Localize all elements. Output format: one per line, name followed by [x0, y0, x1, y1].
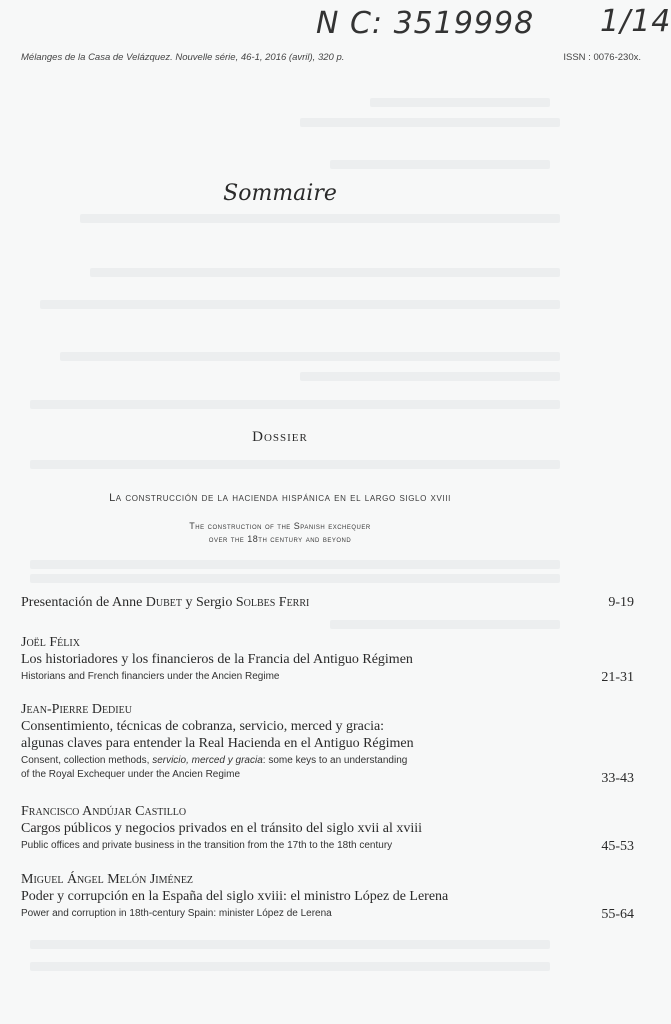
entry-author: Jean-Pierre Dedieu [21, 702, 132, 717]
page-title: Sommaire [223, 181, 337, 206]
entry-title-english-italic: servicio, merced y gracia [152, 755, 263, 766]
presentation-name-2: Solbes Ferri [235, 595, 310, 610]
page-range: 9-19 [608, 595, 634, 610]
section-subtitle: La construcción de la hacienda hispánica en el largo siglo xviii [109, 492, 451, 504]
entry-title-english-line2: of the Royal Exchequer under the Ancien Regime [21, 769, 241, 780]
entry-title-spanish-line1: Consentimiento, técnicas de cobranza, servicio, merced y gracia: [21, 719, 385, 734]
section-heading: Dossier [252, 429, 308, 445]
entry-author: Francisco Andújar Castillo [21, 804, 187, 819]
presentation-and: y Sergio [182, 595, 236, 610]
page-range: 55-64 [601, 907, 634, 922]
entry-title-spanish: Los historiadores y los financieros de la Francia del Antiguo Régimen [21, 652, 413, 667]
page-range: 45-53 [601, 839, 634, 854]
journal-header [21, 52, 641, 63]
entry-title-english: Historians and French financiers under the Ancien Regime [21, 671, 280, 682]
entry-title-english: Power and corruption in 18th-century Spain: minister López de Lerena [21, 908, 332, 919]
toc-entry [21, 634, 634, 686]
entry-author: Miguel Ángel Melón Jiménez [21, 872, 194, 887]
journal-citation: Mélanges de la Casa de Velázquez. Nouvelle série, 46-1, 2016 (avril), 320 p. [21, 52, 345, 63]
presentation-line [21, 594, 634, 611]
handwritten-code: N C: 3519998 [316, 6, 535, 41]
toc-entry [21, 701, 634, 787]
handwritten-page-mark: 1/14 [600, 4, 671, 39]
section-subtitle-english-line2: over the 18th century and beyond [208, 534, 352, 544]
entry-title-spanish: Poder y corrupción en la España del siglo xviii: el ministro López de Lerena [21, 889, 449, 904]
section-subtitle-english [0, 520, 560, 546]
issn: ISSN : 0076-230x. [563, 52, 641, 63]
section-subtitle-english-line1: The construction of the Spanish exchequer [189, 521, 371, 531]
entry-title-english [21, 754, 634, 782]
page-range: 33-43 [601, 771, 634, 786]
entry-title-english-post: : some keys to an understanding [262, 755, 408, 766]
page-range: 21-31 [601, 670, 634, 685]
presentation-name-1: Dubet [145, 595, 183, 610]
entry-author: Joël Félix [21, 635, 80, 650]
entry-title-english: Public offices and private business in the transition from the 17th to the 18th century [21, 840, 393, 851]
toc-entry-presentation [21, 594, 634, 611]
entry-title-english-pre: Consent, collection methods, [21, 755, 153, 766]
entry-title-spanish-line2: algunas claves para entender la Real Hacienda en el Antiguo Régimen [21, 736, 414, 751]
presentation-text: Presentación de Anne [21, 595, 146, 610]
toc-entry [21, 803, 634, 855]
entry-title-spanish: Cargos públicos y negocios privados en el tránsito del siglo xvii al xviii [21, 821, 423, 836]
toc-entry [21, 871, 634, 923]
